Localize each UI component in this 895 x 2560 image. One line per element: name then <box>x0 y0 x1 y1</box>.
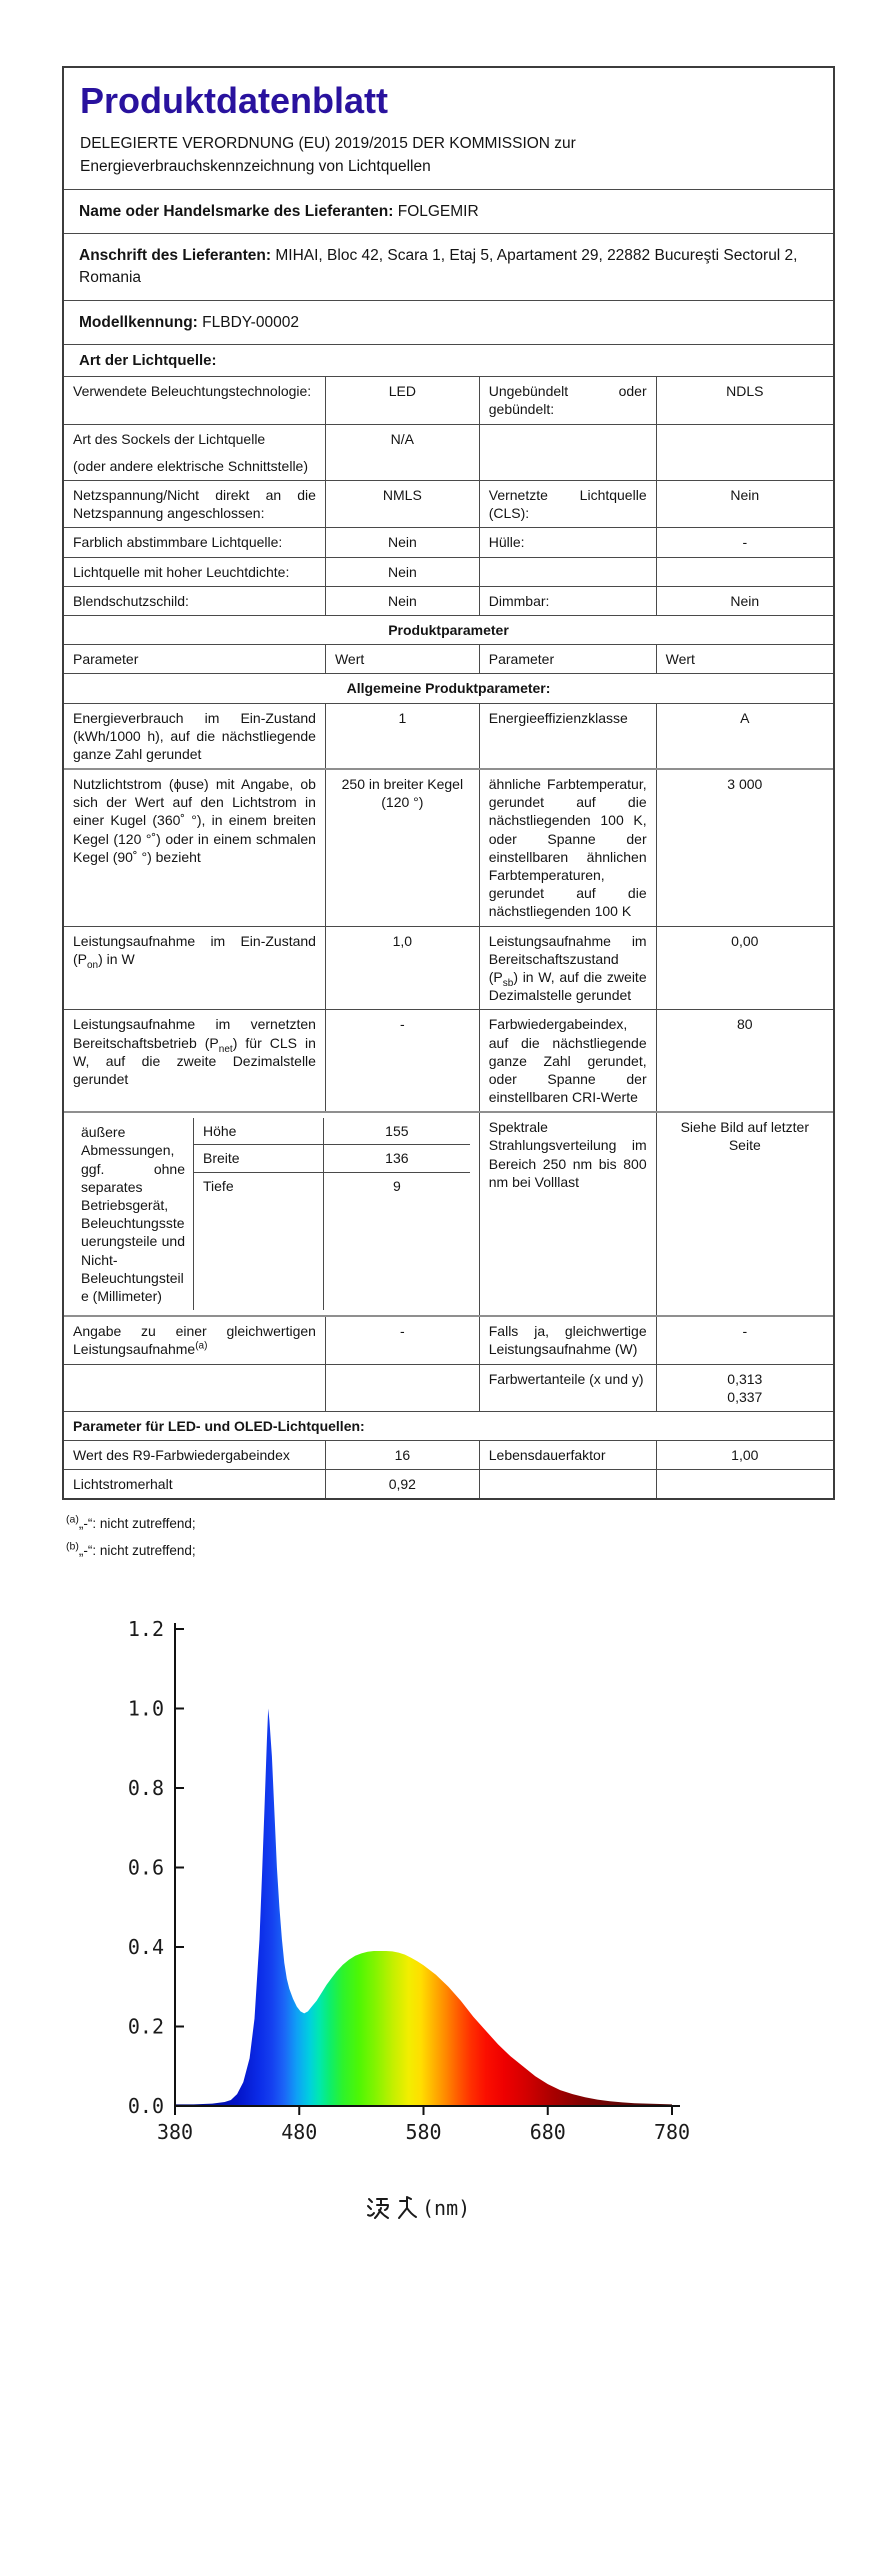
param-value-cell: A <box>656 703 833 769</box>
param-value-cell: - <box>325 1010 479 1112</box>
param-label-cell: Energieeffizienzklasse <box>479 703 656 769</box>
subtitle-line-1: DELEGIERTE VERORDNUNG (EU) 2019/2015 DER KOMMISSION zur <box>80 135 576 152</box>
col-header-wert: Wert <box>325 645 479 674</box>
section-row-led <box>64 1411 833 1440</box>
param-label-cell: Leistungsaufnahme im Ein-Zustand $(P_{on})$ in W <box>64 926 325 1010</box>
x-tick-label: 780 <box>653 2120 691 2145</box>
param-value-cell: N/A <box>325 424 479 480</box>
supplier-row <box>64 190 833 235</box>
param-label-cell: Farbwertanteile (x und y) <box>479 1364 656 1411</box>
supplier-value: FOLGEMIR <box>397 202 479 220</box>
section-header-led: Parameter für LED- und OLED-Lichtquellen: <box>64 1411 833 1440</box>
param-value-cell: 0,00 <box>656 926 833 1010</box>
col-header-parameter: Parameter <box>479 645 656 674</box>
sockel-line-2: (oder andere elektrische Schnittstelle) <box>73 457 309 474</box>
footnote-a: $^{(a)}$„-“: nicht zutreffend; <box>66 1513 196 1532</box>
y-tick-label: 1.2 <box>127 1617 164 1642</box>
param-value-cell: 0,92 <box>325 1470 479 1499</box>
row-blendschutzschild <box>64 586 833 615</box>
param-value-cell: 1 <box>325 703 479 769</box>
param-value-cell <box>656 1364 833 1411</box>
param-label-cell: Verwendete Beleuchtungstechnologie: <box>64 377 325 424</box>
x-axis-unit-label: (nm) <box>422 2196 471 2221</box>
parameters-table <box>64 377 833 1498</box>
param-value-cell: LED <box>325 377 479 424</box>
row-beleuchtungstechnologie <box>64 377 833 424</box>
empty-cell <box>479 424 656 480</box>
dimensions-cell <box>64 1112 479 1316</box>
sockel-line-1: Art des Sockels der Lichtquelle <box>73 430 266 447</box>
row-farbwertanteile <box>64 1364 833 1411</box>
param-label-cell <box>64 424 325 480</box>
row-netzspannung <box>64 481 833 528</box>
param-value-cell: 16 <box>325 1441 479 1470</box>
page-title: Produktdatenblatt <box>80 80 389 121</box>
address-label: Anschrift des Lieferanten: <box>79 247 272 265</box>
param-value-cell: 1,00 <box>656 1441 833 1470</box>
param-value-cell: - <box>656 1316 833 1364</box>
param-label-cell: Falls ja, gleichwertige Leistungsaufnahme (W) <box>479 1316 656 1364</box>
empty-cell <box>325 1364 479 1411</box>
param-value-cell: Nein <box>325 586 479 615</box>
x-tick-label: 380 <box>156 2120 194 2145</box>
empty-cell <box>656 424 833 480</box>
row-r9-index <box>64 1441 833 1470</box>
param-value-cell: Siehe Bild auf letzter Seite <box>656 1112 833 1316</box>
section-row-allgemein <box>64 674 833 703</box>
dimension-key: Tiefe <box>203 1177 234 1194</box>
param-label-cell: Farbwiedergabeindex, auf die nächstliegende ganze Zahl gerundet, oder Spanne der einstellbaren CRI-Werte <box>479 1010 656 1112</box>
dimension-value: 155 <box>323 1118 470 1145</box>
param-value-cell: 3 000 <box>656 769 833 926</box>
param-label-cell: Lichtstromerhalt <box>64 1470 325 1499</box>
param-label-cell: Farblich abstimmbare Lichtquelle: <box>64 528 325 557</box>
row-leuchtdichte <box>64 557 833 586</box>
param-value-cell: 80 <box>656 1010 833 1112</box>
param-value-cell: Nein <box>325 528 479 557</box>
row-leistungsaufnahme-vernetzt <box>64 1010 833 1112</box>
param-value-cell: - <box>325 1316 479 1364</box>
param-value-cell: NDLS <box>656 377 833 424</box>
empty-cell <box>479 557 656 586</box>
supplier-label: Name oder Handelsmarke des Lieferanten: <box>79 202 394 220</box>
dimension-value: 136 <box>323 1145 470 1172</box>
empty-cell <box>64 1364 325 1411</box>
y-tick-label: 0.6 <box>127 1855 164 1880</box>
row-gleichwertige-leistungsaufnahme <box>64 1316 833 1364</box>
param-label-cell: Angabe zu einer gleichwertigen Leistungsaufnahme$^{(a)}$ <box>64 1316 325 1364</box>
subtitle-line-2: Energieverbrauchskennzeichnung von Lichtquellen <box>80 158 431 176</box>
param-label-cell: Netzspannung/Nicht direkt an die Netzspannung angeschlossen: <box>64 481 325 528</box>
y-tick-label: 0.0 <box>127 2094 164 2119</box>
subscript: net <box>218 1043 233 1055</box>
x-tick-label: 680 <box>529 2120 566 2145</box>
row-lichtstromerhalt <box>64 1470 833 1499</box>
row-energieverbrauch <box>64 703 833 769</box>
col-header-parameter: Parameter <box>64 645 325 674</box>
x-tick-label: 580 <box>405 2120 442 2145</box>
section-header-produktparameter: Produktparameter <box>64 615 833 644</box>
cjk-wavelength-glyph-bo <box>368 2199 388 2218</box>
section-row-produktparameter <box>64 615 833 644</box>
x-axis-label <box>368 2196 470 2220</box>
param-value-cell: Nein <box>656 586 833 615</box>
param-label-cell: Leistungsaufnahme im Bereitschaftszustand $(P_{sb})$ in W, auf die zweite Dezimalstelle gerundet <box>479 926 656 1010</box>
section-header-art: Art der Lichtquelle: <box>64 345 833 377</box>
param-label-cell: Lebensdauerfaktor <box>479 1441 656 1470</box>
row-abmessungen <box>64 1112 833 1316</box>
param-label-cell: Blendschutzschild: <box>64 586 325 615</box>
chromaticity-y: 0,337 <box>727 1388 763 1405</box>
param-label-cell: ähnliche Farbtemperatur, gerundet auf die nächstliegenden 100 K, oder Spanne der einstellbaren ähnlichen Farbtemperaturen, gerundet auf die nächstliegenden 100 K <box>479 769 656 926</box>
dimension-key: Höhe <box>194 1118 323 1145</box>
chromaticity-x: 0,313 <box>727 1370 763 1387</box>
dimension-value: 9 <box>323 1173 470 1311</box>
address-row <box>64 234 833 300</box>
y-tick-label: 1.0 <box>127 1696 164 1721</box>
param-value-cell: 1,0 <box>325 926 479 1010</box>
param-label-cell: Vernetzte Lichtquelle (CLS): <box>479 481 656 528</box>
empty-cell <box>479 1470 656 1499</box>
param-label-cell: Ungebündelt oder gebündelt: <box>479 377 656 424</box>
param-value-cell: - <box>656 528 833 557</box>
spectral-distribution-chart <box>58 1600 828 2255</box>
column-header-row <box>64 645 833 674</box>
param-label-cell: Energieverbrauch im Ein-Zustand (kWh/1000 h), auf die nächstliegende ganze Zahl gerundet <box>64 703 325 769</box>
y-tick-label: 0.8 <box>127 1776 164 1801</box>
empty-cell <box>656 1470 833 1499</box>
param-label-cell: Nutzlichtstrom (ϕuse) mit Angabe, ob sich der Wert auf den Lichtstrom in einer Kugel (360˚ °), in einem breiten Kegel (120 °˚) oder in einem schmalen Kegel (90˚ °) bezieht <box>64 769 325 926</box>
param-value-cell: Nein <box>325 557 479 586</box>
dimension-key: Breite <box>194 1145 323 1172</box>
address-value: MIHAI, Bloc 42, Scara 1, Etaj 5, Apartament 29, 22882 Bucureşti Sectorul 2, Romania <box>79 247 798 286</box>
param-label-cell: Dimmbar: <box>479 586 656 615</box>
dimensions-grid <box>73 1118 470 1310</box>
model-row <box>64 301 833 346</box>
row-nutzlichtstrom <box>64 769 833 926</box>
regulation-subtitle <box>80 132 817 179</box>
param-label-cell: Wert des R9-Farbwiedergabeindex <box>64 1441 325 1470</box>
param-label-cell: Spektrale Strahlungsverteilung im Bereich 250 nm bis 800 nm bei Volllast <box>479 1112 656 1316</box>
row-sockel <box>64 424 833 480</box>
row-leistungsaufnahme-ein <box>64 926 833 1010</box>
dimensions-label: äußere Abmessungen, ggf. ohne separates Betriebsgerät, Beleuchtungssteuerungsteile und Nicht-Beleuchtungsteile (Millimeter) <box>73 1118 194 1310</box>
cjk-wavelength-glyph-chang <box>399 2197 416 2218</box>
x-tick-label: 480 <box>281 2120 318 2145</box>
spectrum-area <box>175 1709 672 2107</box>
subscript: sb <box>502 977 514 989</box>
model-label: Modellkennung: <box>79 313 198 331</box>
spectrum-svg <box>58 1600 828 2250</box>
empty-cell <box>656 557 833 586</box>
section-header-allgemein: Allgemeine Produktparameter: <box>64 674 833 703</box>
y-tick-label: 0.2 <box>127 2014 164 2039</box>
param-label-cell: Leistungsaufnahme im vernetzten Bereitschaftsbetrieb $(P_{net})$ für CLS in W, auf die zweite Dezimalstelle gerundet <box>64 1010 325 1112</box>
col-header-wert: Wert <box>656 645 833 674</box>
param-value-cell: NMLS <box>325 481 479 528</box>
footnote-b: $^{(b)}$„-“: nicht zutreffend; <box>66 1540 196 1559</box>
footnote-marker: (a) <box>195 1340 208 1352</box>
row-farblich-abstimmbar <box>64 528 833 557</box>
datasheet-document <box>62 66 835 1500</box>
subscript: on <box>87 959 99 971</box>
param-label-cell: Lichtquelle mit hoher Leuchtdichte: <box>64 557 325 586</box>
param-value-cell: Nein <box>656 481 833 528</box>
param-label-cell: Hülle: <box>479 528 656 557</box>
y-tick-label: 0.4 <box>127 1935 164 1960</box>
footnotes <box>66 1510 895 1564</box>
title-block <box>64 68 833 190</box>
param-value-cell: 250 in breiter Kegel (120 °) <box>325 769 479 926</box>
model-value: FLBDY-00002 <box>202 313 299 331</box>
